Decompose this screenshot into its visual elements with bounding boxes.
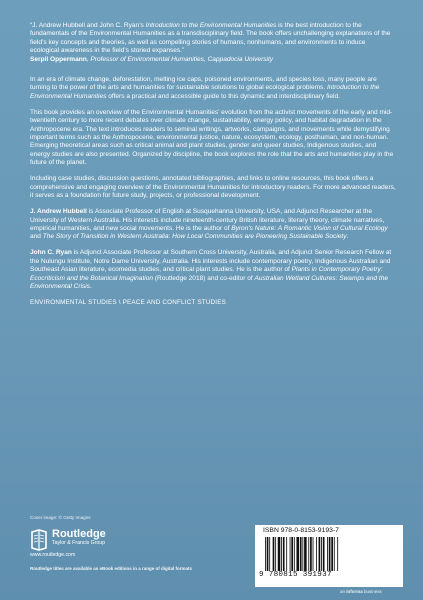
publisher-logo: [30, 528, 150, 558]
barcode-icon: [265, 537, 393, 571]
barcode-bar: [300, 537, 302, 571]
routledge-mark-icon: [30, 529, 48, 551]
quote-affiliation: , Professor of Environmental Humanities, Cappadocia University: [86, 55, 274, 63]
quote-author: Serpil Oppermann: [30, 55, 87, 63]
barcode-bar: [302, 537, 303, 571]
book-title: Plants in Contemporary Poetry: Ecocriticism and the Botanical Imagination: [30, 266, 383, 282]
barcode-bar: [267, 537, 269, 571]
cover-image-credit: Cover image: © Getty Images: [30, 515, 91, 520]
barcode-bar: [304, 537, 307, 571]
barcode-bar: [291, 537, 293, 571]
isbn-label: ISBN 978-0-8153-9193-7: [263, 527, 339, 534]
informa-brand: informa: [346, 589, 363, 594]
barcode-bar: [269, 537, 270, 571]
book-title: Byron’s Nature: A Romantic Vision of Cultural Ecology: [231, 224, 388, 232]
barcode-panel: [255, 525, 403, 587]
barcode-bar: [321, 537, 322, 571]
author-bio-ryan: John C. Ryan is Adjunct Associate Professor at Southern Cross University, Australia, and Adjunct Senior Research Fellow at the Nulungu Institute, Notre Dame University, Australia. His interests include contemporary poetry, Indigenous Australian and Southeast Asian literature, ecomedia studies, and critical plant studies. He is the author of Plants in Contemporary Poetry: Ecocriticism and the Botanical Imagination (Routledge 2018) and co-editor of Australian Wetland Cultures: Swamps and the Environmental Crisis.: [30, 249, 392, 290]
barcode-bar: [296, 537, 299, 571]
barcode-bar: [337, 537, 338, 571]
intro-book-title: Introduction to the Environmental Humanities: [30, 84, 380, 100]
author-name: John C. Ryan: [30, 249, 72, 257]
barcode-bar: [313, 537, 314, 571]
barcode-bar: [294, 537, 295, 571]
paragraph-overview: This book provides an overview of the Environmental Humanities’ evolution from the activist movements of the early and mid-twentieth century to more recent debates over climate change, sustainability, energy policy, and habitat degradation in the Anthropocene era. The text introduces readers to seminal writings, artworks, campaigns, and movements while demystifying important terms such as the Anthropocene, environmental justice, nature, ecosystem, ecology, posthuman, and non-human. Emerging theoretical areas such as critical animal and plant studies, gender and queer studies, Indigenous studies, and energy studies are also presented. Organized by discipline, the book explores the role that the arts and humanities play in the future of the planet.: [30, 108, 394, 167]
barcode-bar: [329, 537, 331, 571]
subject-categories: ENVIRONMENTAL STUDIES \ PEACE AND CONFLICT STUDIES: [30, 298, 227, 306]
barcode-bar: [275, 537, 276, 571]
paragraph-features: Including case studies, discussion questions, annotated bibliographies, and links to online resources, this book offers a comprehensive and engaging overview of the Environmental Humanities for introductory readers. For more advanced readers, it serves as a foundation for future study, projects, or professional development.: [30, 175, 396, 200]
author-name: J. Andrew Hubbell: [30, 208, 87, 216]
book-title: Australian Wetland Cultures: Swamps and the Environmental Crisis: [30, 274, 388, 290]
barcode-bar: [323, 537, 325, 571]
barcode-bar: [316, 537, 317, 571]
publisher-group: Taylor & Francis Group: [52, 540, 106, 546]
quote-open: “J. Andrew Hubbell and John C. Ryan’s: [30, 22, 146, 29]
quote-text: is the best introduction to the fundamentals of the Environmental Humanities as a transdisciplinary field. The book offers unchallenging explanations of the field’s key concepts and theories, as well as compelling stories of humans, nonhumans, and environments to induce ecological awareness in the field’s storied expanses.”: [30, 22, 391, 55]
barcode-bar: [265, 537, 266, 571]
barcode-bar: [278, 537, 281, 571]
barcode-digits: 9 780815 391937: [259, 571, 332, 579]
barcode-bar: [283, 537, 285, 571]
informa-business-tag: an informa business: [340, 589, 382, 594]
barcode-bar: [286, 537, 287, 571]
barcode-bar: [319, 537, 321, 571]
quote-book-title: Introduction to the Environmental Humanities: [145, 22, 277, 29]
publisher-name: Routledge: [52, 528, 106, 540]
barcode-bar: [290, 537, 291, 571]
author-bio-hubbell: J. Andrew Hubbell is Associate Professor of English at Susquehanna University, USA, and Adjunct Researcher at the University of Western Australia. His interests include nineteenth-century British literature, literary theory, climate narratives, empirical humanities, and new social movements. He is the author of Byron’s Nature: A Romantic Vision of Cultural Ecology and The Story of Transition in Western Australia: How Local Communities are Pioneering Sustainable Society.: [30, 208, 388, 241]
barcode-bar: [273, 537, 275, 571]
barcode-bar: [327, 537, 328, 571]
ebook-note: Routledge titles are available as eBook editions in a range of digital formats: [30, 566, 193, 571]
barcode-bar: [334, 537, 335, 571]
endorsement-quote: [30, 22, 396, 64]
barcode-bar: [308, 537, 309, 571]
publisher-url: www.routledge.com: [30, 552, 76, 558]
barcode-bar: [281, 537, 282, 571]
cover-text: [30, 22, 396, 307]
paragraph-intro: In an era of climate change, deforestation, melting ice caps, poisoned environments, and species loss, many people are turning to the power of the arts and humanities for sustainable solutions to global ecological problems. Introduction to the Environmental Humanities offers a practical and accessible guide to this dynamic and interdisciplinary field.: [30, 76, 380, 100]
book-title: The Story of Transition in Western Australia: How Local Communities are Pioneering Sustainable Society: [42, 233, 347, 241]
barcode-bar: [331, 537, 333, 571]
barcode-bar: [310, 537, 312, 571]
